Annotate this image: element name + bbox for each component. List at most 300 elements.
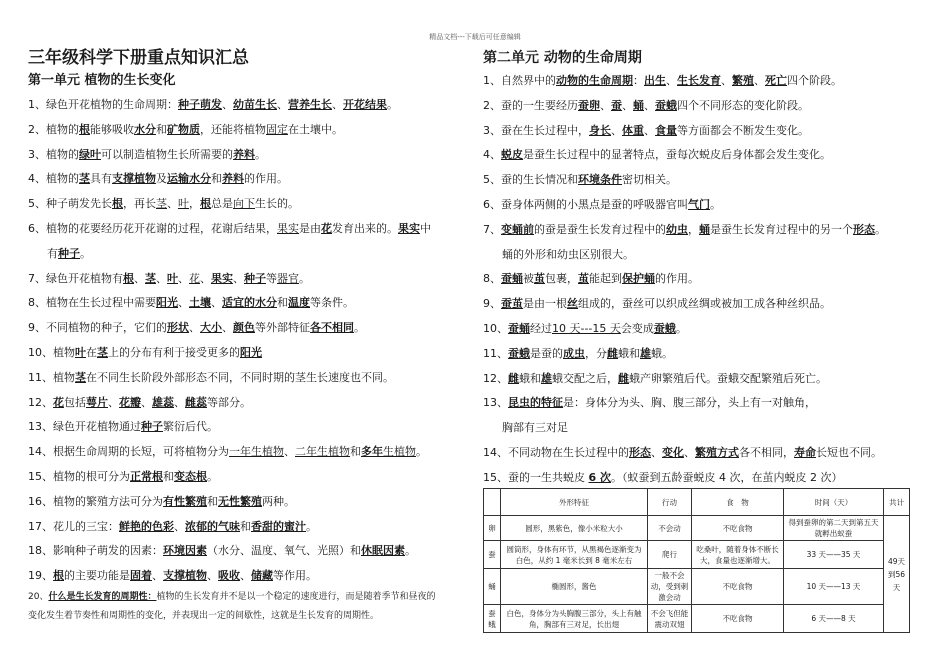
unit1-item xyxy=(28,564,474,589)
text-run: 花 xyxy=(321,221,332,235)
text-run: 、 xyxy=(141,395,152,409)
text-run: 种子 xyxy=(58,246,80,260)
text-run: 幼苗生长 xyxy=(233,98,277,111)
text-run: 4、植物的 xyxy=(28,172,79,186)
text-run: 15、蚕的一生共蜕皮 xyxy=(483,470,589,484)
text-run: 蛾和 xyxy=(618,346,640,360)
text-run: 组成的，蚕丝可以织成丝绸或被加工成各种丝织品。 xyxy=(578,297,831,311)
text-run: 等 xyxy=(266,271,277,285)
unit1-item xyxy=(28,267,474,292)
unit2-item xyxy=(483,441,923,466)
text-run: 发育出来的。 xyxy=(332,221,398,235)
text-run: 开花结果 xyxy=(343,98,387,111)
table-cell-action: 爬行 xyxy=(648,541,692,569)
text-run: 、 xyxy=(651,445,662,459)
text-run: 在土壤中。 xyxy=(288,122,343,136)
text-run: 18、影响种子萌发的因素： xyxy=(28,544,163,558)
text-run: 等条件。 xyxy=(310,296,354,310)
text-run: 多年 xyxy=(361,445,383,459)
text-run: 可以制造植物生长所需要的 xyxy=(101,147,233,161)
text-run: 在 xyxy=(86,345,97,359)
text-run: 和 xyxy=(211,172,222,186)
text-run: 、 xyxy=(178,271,189,285)
text-run: 四个阶段。 xyxy=(787,74,842,87)
text-run: 果实 xyxy=(277,221,299,235)
text-run: 环境因素 xyxy=(163,544,207,558)
text-run: 。 xyxy=(80,246,91,260)
unit1-item-20 xyxy=(28,589,474,609)
text-run: 。 xyxy=(416,445,427,459)
text-run: 的作用。 xyxy=(244,172,288,186)
text-run: 、 xyxy=(277,98,288,111)
text-run: 、 xyxy=(200,271,211,285)
text-run: 是由一根 xyxy=(523,297,567,311)
text-run: 经过 xyxy=(530,321,552,335)
text-run: 养料 xyxy=(233,147,255,161)
text-run: 。 xyxy=(299,271,310,285)
text-run: 、 xyxy=(684,445,695,459)
text-run: 、 xyxy=(211,296,222,310)
text-run: 。 xyxy=(405,544,416,558)
text-run: 蚕卵 xyxy=(578,98,600,112)
unit2-item xyxy=(483,317,923,342)
text-run: 吸收 xyxy=(218,569,240,583)
text-run: 什么是生长发育的周期性： xyxy=(48,591,157,602)
text-run: 四个不同形态的变化阶段。 xyxy=(677,98,809,112)
text-run: 密切相关。 xyxy=(622,173,677,187)
text-run: 体重 xyxy=(622,123,644,137)
text-run: 7、 xyxy=(483,222,501,236)
text-run: 茧 xyxy=(534,272,545,286)
unit1-item xyxy=(28,93,474,118)
unit1-item-20-continuation xyxy=(28,609,474,627)
text-run: 食量 xyxy=(655,123,677,137)
text-run: 4、 xyxy=(483,148,501,162)
text-run: 花 xyxy=(189,271,200,285)
table-cell-shape: 圆筒形，身体有环节，从黑褐色逐渐变为白色，从约 1 毫米长到 8 毫米左右 xyxy=(501,541,648,569)
text-run: 和 xyxy=(156,122,167,136)
unit1-item xyxy=(28,515,474,540)
text-run: 8、 xyxy=(483,272,501,286)
unit1-item xyxy=(28,366,474,391)
unit2-title: 第二单元 动物的生命周期 xyxy=(483,50,642,66)
text-run: 13、 xyxy=(483,396,508,410)
text-run: 15、植物的根可分为 xyxy=(28,469,130,483)
text-run: 、 xyxy=(644,98,655,112)
text-run: 叶 xyxy=(75,345,86,359)
text-run: 土壤 xyxy=(189,296,211,310)
text-run: 蛾。 xyxy=(651,346,673,360)
text-run: 、 xyxy=(189,321,200,335)
text-run: 蛾交配之后， xyxy=(552,371,618,385)
table-cell-shape: 圆形，黑紫色，像小米粒大小 xyxy=(501,516,648,541)
text-run: 生长的。 xyxy=(255,197,299,211)
text-run: 支撑植物 xyxy=(112,172,156,186)
text-run: 浓郁的气味 xyxy=(185,519,240,533)
text-run: 根 xyxy=(112,197,123,211)
text-run: 是蚕生长发育过程中的另一个 xyxy=(710,222,853,236)
text-run: ，分 xyxy=(585,346,607,360)
text-run: 6、植物的花要经历花开花谢的过程，花谢后结果， xyxy=(28,221,277,235)
text-run: 14、不同动物在生长过程中的 xyxy=(483,445,629,459)
unit2-item xyxy=(483,367,923,392)
text-run: 茎 xyxy=(156,197,167,211)
text-run: 茧 xyxy=(578,272,589,286)
unit2-item xyxy=(483,69,923,94)
text-run: 各不相同 xyxy=(310,321,354,335)
text-run: 、 xyxy=(108,395,119,409)
text-run: 种子 xyxy=(141,420,163,434)
text-run: 萼片 xyxy=(86,395,108,409)
table-row xyxy=(484,569,910,605)
table-cell-food: 不吃食物 xyxy=(692,569,784,605)
text-run: 。 xyxy=(255,147,266,161)
text-run: 及 xyxy=(156,172,167,186)
text-run: 果实 xyxy=(398,221,420,235)
text-run: 和 xyxy=(277,296,288,310)
text-run: 、 xyxy=(284,445,295,459)
unit1-item xyxy=(28,291,474,316)
text-run: 根 xyxy=(79,122,90,136)
text-run: 蛹 xyxy=(633,98,644,112)
text-run: 。 xyxy=(306,519,317,533)
text-run: 1、自然界中的 xyxy=(483,74,556,87)
text-run: 、 xyxy=(622,98,633,112)
text-run: 有性繁殖 xyxy=(163,494,207,508)
table-cell-time: 10 天——13 天 xyxy=(784,569,884,605)
text-run: 茎 xyxy=(79,172,90,186)
text-run: 、 xyxy=(167,197,178,211)
unit2-item xyxy=(483,243,923,268)
text-run: 身长 xyxy=(589,123,611,137)
text-run: 雄 xyxy=(541,371,552,385)
text-run: 寿命 xyxy=(794,445,816,459)
text-run: 长短也不同。 xyxy=(816,445,882,459)
table-cell-stage: 卵 xyxy=(484,516,501,541)
text-run: 雄蕊 xyxy=(152,395,174,409)
text-run: 、 xyxy=(240,569,251,583)
unit1-item xyxy=(28,143,474,168)
text-run: 两种。 xyxy=(262,494,295,508)
text-run: 温度 xyxy=(288,296,310,310)
table-cell-action: 不会飞但能震动双翅 xyxy=(648,605,692,633)
text-run: 能够吸收 xyxy=(90,122,134,136)
text-run: 保护蛹 xyxy=(622,272,655,286)
text-run: 向下 xyxy=(233,197,255,211)
text-run: 2、植物的 xyxy=(28,122,79,136)
text-run: 各不相同， xyxy=(739,445,794,459)
text-run: （水分、温度、氧气、光照）和 xyxy=(207,544,361,558)
table-cell-food: 不吃食物 xyxy=(692,516,784,541)
text-run: 形状 xyxy=(167,321,189,335)
text-run: 一年生植物 xyxy=(229,445,284,459)
text-run: 矿物质 xyxy=(167,122,200,136)
table-row xyxy=(484,541,910,569)
text-run: 。 xyxy=(675,321,687,335)
text-run: 水分 xyxy=(134,122,156,136)
text-run: 阳光 xyxy=(240,345,262,359)
text-run: 中 xyxy=(420,221,431,235)
text-run: 、 xyxy=(666,74,677,87)
unit2-item xyxy=(483,416,923,441)
unit1-title: 第一单元 植物的生长变化 xyxy=(28,73,176,88)
text-run: 繁殖 xyxy=(732,74,754,87)
unit1-item xyxy=(28,192,474,217)
text-run: 蚕蛹 xyxy=(508,321,530,335)
text-run: 蚕蛾 xyxy=(655,98,677,112)
text-run: 、 xyxy=(754,74,765,87)
text-run: 7、绿色开花植物有 xyxy=(28,271,123,285)
unit1-item xyxy=(28,539,474,564)
text-run: 花 xyxy=(53,395,64,409)
text-run: 是：身体分为头、胸、腹三部分，头上有一对触角， xyxy=(563,396,816,410)
text-run: 、 xyxy=(611,123,622,137)
text-run: 等部分。 xyxy=(207,395,251,409)
text-run: 、 xyxy=(222,98,233,111)
text-run: 蚕茧 xyxy=(501,297,523,311)
text-run: 蛹的外形和幼虫区别很大。 xyxy=(502,247,634,261)
text-run: 10、 xyxy=(483,321,508,335)
text-run: 等作用。 xyxy=(273,569,317,583)
unit2-item xyxy=(483,391,923,416)
text-run: 具有 xyxy=(90,172,112,186)
text-run: 蚕蛾 xyxy=(653,321,676,335)
text-run: 蚕蛾 xyxy=(508,346,530,360)
text-run: 雌 xyxy=(508,371,519,385)
text-run: 环境条件 xyxy=(578,173,622,187)
text-run: 生植物 xyxy=(383,445,416,459)
text-run: 是由 xyxy=(299,221,321,235)
text-run: ，还能将植物 xyxy=(200,122,266,136)
text-run: 根 xyxy=(123,271,134,285)
text-run: 丝 xyxy=(567,297,578,311)
unit2-item xyxy=(483,94,923,119)
text-run: 。 xyxy=(207,469,218,483)
text-run: 等方面都会不断发生变化。 xyxy=(677,123,809,137)
text-run: 果实 xyxy=(211,271,233,285)
text-run: 形态 xyxy=(629,445,651,459)
unit1-item xyxy=(28,440,474,465)
unit1-item-list xyxy=(28,93,474,589)
text-run: 。（蚁蚕到五龄蚕蜕皮 4 次，在茧内蜕皮 2 次） xyxy=(610,470,843,484)
text-run: 阳光 xyxy=(156,296,178,310)
text-run: 。 xyxy=(875,222,886,236)
text-run: 动物的生命周期 xyxy=(556,74,633,87)
text-run: 、 xyxy=(174,519,185,533)
text-run: 种子萌发 xyxy=(178,98,222,111)
text-run: 雌 xyxy=(618,371,629,385)
text-run: 的作用。 xyxy=(655,272,699,286)
text-run: 养料 xyxy=(222,172,244,186)
text-run: 蚕 xyxy=(611,98,622,112)
text-run: 19、 xyxy=(28,569,53,583)
unit2-item xyxy=(483,342,923,367)
text-run: 能起到 xyxy=(589,272,622,286)
table-row xyxy=(484,516,910,541)
text-run: 幼虫 xyxy=(666,222,688,236)
unit1-item xyxy=(28,242,474,267)
text-run: 、 xyxy=(644,123,655,137)
document-title: 三年级科学下册重点知识汇总 xyxy=(28,48,249,68)
text-run: 变态根 xyxy=(174,469,207,483)
unit1-item xyxy=(28,415,474,440)
text-run: 1、绿色开花植物的生命周期： xyxy=(28,98,178,111)
text-run: 蚕蛹 xyxy=(501,272,523,286)
text-run: 20、 xyxy=(28,591,49,602)
table-cell-total: 49天到56天 xyxy=(884,516,910,633)
table-cell-time: 6 天——8 天 xyxy=(784,605,884,633)
text-run: 的主要功能是 xyxy=(64,569,130,583)
text-run: 11、 xyxy=(483,346,508,360)
text-run: 10、植物 xyxy=(28,345,75,359)
table-header-total: 共计 xyxy=(884,489,910,516)
text-run: 3、植物的 xyxy=(28,147,79,161)
text-run: 3、蚕在生长过程中， xyxy=(483,123,589,137)
table-cell-action: 不会动 xyxy=(648,516,692,541)
text-run: 变化发生着节奏性和周期性的变化，并表现出一定的间歇性，这就是生长发育的周期性。 xyxy=(28,610,380,621)
text-run: 包裹， xyxy=(545,272,578,286)
text-run: 9、不同植物的种子，它们的 xyxy=(28,321,167,335)
text-run: 、 xyxy=(721,74,732,87)
text-run: 是蚕生长过程中的显著特点，蚕每次蜕皮后身体都会发生变化。 xyxy=(523,148,831,162)
table-cell-food: 吃桑叶，随着身体不断长大，食量也逐渐增大。 xyxy=(692,541,784,569)
text-run: 有 xyxy=(47,246,58,260)
left-column xyxy=(28,47,474,627)
text-run: 6 次 xyxy=(588,470,611,484)
text-run: 、 xyxy=(134,271,145,285)
text-run: 5、蚕的生长情况和 xyxy=(483,173,578,187)
text-run: 固定 xyxy=(266,122,288,136)
text-run: 种子 xyxy=(244,271,266,285)
text-run: 茎 xyxy=(145,271,156,285)
table-body xyxy=(484,516,910,633)
text-run: 储藏 xyxy=(251,569,273,583)
text-run: 死亡 xyxy=(765,74,787,87)
text-run: ，再长 xyxy=(123,197,156,211)
text-run: 和 xyxy=(240,519,251,533)
table-cell-food: 不吃食物 xyxy=(692,605,784,633)
text-run: 成虫 xyxy=(563,346,585,360)
text-run: 10 天---15 天 xyxy=(552,321,621,335)
text-run: 叶 xyxy=(178,197,189,211)
table-header-action: 行动 xyxy=(648,489,692,516)
text-run: 、 xyxy=(600,98,611,112)
text-run: 根 xyxy=(53,569,64,583)
unit2-item-list xyxy=(483,69,923,491)
text-run: 。 xyxy=(354,321,365,335)
unit1-item xyxy=(28,217,474,242)
table-cell-stage: 蚕蛾 xyxy=(484,605,501,633)
unit2-item xyxy=(483,218,923,243)
text-run: 17、花儿的三宝： xyxy=(28,519,119,533)
text-run: 、 xyxy=(174,395,185,409)
text-run: 会变成 xyxy=(620,321,654,335)
text-run: 植物的生长发育并不是以一个稳定的速度进行，而是随着季节和昼夜的 xyxy=(156,591,436,602)
text-run: 颜色 xyxy=(233,321,255,335)
text-run: 。 xyxy=(710,197,721,211)
text-run: 花瓣 xyxy=(119,395,141,409)
table-cell-shape: 椭圆形，酱色 xyxy=(501,569,648,605)
unit2-item xyxy=(483,119,923,144)
unit1-item xyxy=(28,316,474,341)
unit2-item xyxy=(483,168,923,193)
text-run: 12、 xyxy=(483,371,508,385)
text-run: 胸部有三对足 xyxy=(502,421,568,435)
table-header-time: 时间（天） xyxy=(784,489,884,516)
table-cell-action: 一般不会动，受到刺激会动 xyxy=(648,569,692,605)
text-run: 蛾产卵繁殖后代。蚕蛾交配繁殖后死亡。 xyxy=(629,371,827,385)
text-run: 运输水分 xyxy=(167,172,211,186)
text-run: 、 xyxy=(178,296,189,310)
text-run: 香甜的蜜汁 xyxy=(251,519,306,533)
text-run: 鲜艳的色彩 xyxy=(119,519,174,533)
text-run: 、 xyxy=(233,271,244,285)
text-run: 14、根据生命周期的长短，可将植物分为 xyxy=(28,445,229,459)
table-header-row xyxy=(484,489,910,516)
text-run: 等外部特征 xyxy=(255,321,310,335)
text-run: 6、蚕身体两侧的小黑点是蚕的呼吸器官叫 xyxy=(483,197,688,211)
unit1-item xyxy=(28,167,474,192)
unit1-item xyxy=(28,118,474,143)
text-run: 雌 xyxy=(607,346,618,360)
text-run: 上的分布有利于接受更多的 xyxy=(108,345,240,359)
text-run: 繁衍后代。 xyxy=(163,420,218,434)
text-run: 雌蕊 xyxy=(185,395,207,409)
text-run: 变化 xyxy=(662,445,684,459)
text-run: 和 xyxy=(350,445,361,459)
text-run: 变蛹前 xyxy=(501,222,534,236)
text-run: 13、绿色开花植物通过 xyxy=(28,420,141,434)
text-run: 包括 xyxy=(64,395,86,409)
text-run: 8、植物在生长过程中需要 xyxy=(28,296,156,310)
text-run: 二年生植物 xyxy=(295,445,350,459)
table-cell-time: 得到蚕卵的第二天到第五天就孵出蚁蚕 xyxy=(784,516,884,541)
unit1-item xyxy=(28,341,474,366)
text-run: 12、 xyxy=(28,395,53,409)
text-run: 繁殖方式 xyxy=(695,445,739,459)
text-run: 和 xyxy=(163,469,174,483)
text-run: 无性繁殖 xyxy=(218,494,262,508)
table-cell-stage: 蛹 xyxy=(484,569,501,605)
unit1-item xyxy=(28,391,474,416)
text-run: 总是 xyxy=(211,197,233,211)
text-run: 被 xyxy=(523,272,534,286)
text-run: 和 xyxy=(207,494,218,508)
text-run: 气门 xyxy=(688,197,710,211)
unit1-item xyxy=(28,465,474,490)
text-run: ， xyxy=(189,197,200,211)
text-run: 休眠因素 xyxy=(361,544,405,558)
page-header: 精品文档---下载后可任意编辑 xyxy=(429,33,521,41)
text-run: 大小 xyxy=(200,321,222,335)
text-run: 形态 xyxy=(853,222,875,236)
text-run: 16、植物的繁殖方法可分为 xyxy=(28,494,163,508)
text-run: 蛾和 xyxy=(519,371,541,385)
table-cell-stage: 蚕 xyxy=(484,541,501,569)
text-run: 、 xyxy=(332,98,343,111)
text-run: 蜕皮 xyxy=(501,148,523,162)
text-run: 营养生长 xyxy=(288,98,332,111)
text-run: 生长发育 xyxy=(677,74,721,87)
text-run: 支撑植物 xyxy=(163,569,207,583)
unit1-item xyxy=(28,490,474,515)
text-run: 2、蚕的一生要经历 xyxy=(483,98,578,112)
text-run: 9、 xyxy=(483,297,501,311)
text-run: 茎 xyxy=(97,345,108,359)
table-row xyxy=(484,605,910,633)
table-cell-shape: 白色，身体分为头胸腹三部分，头上有触角，胸部有三对足，长出翅 xyxy=(501,605,648,633)
table-header-food: 食 物 xyxy=(692,489,784,516)
